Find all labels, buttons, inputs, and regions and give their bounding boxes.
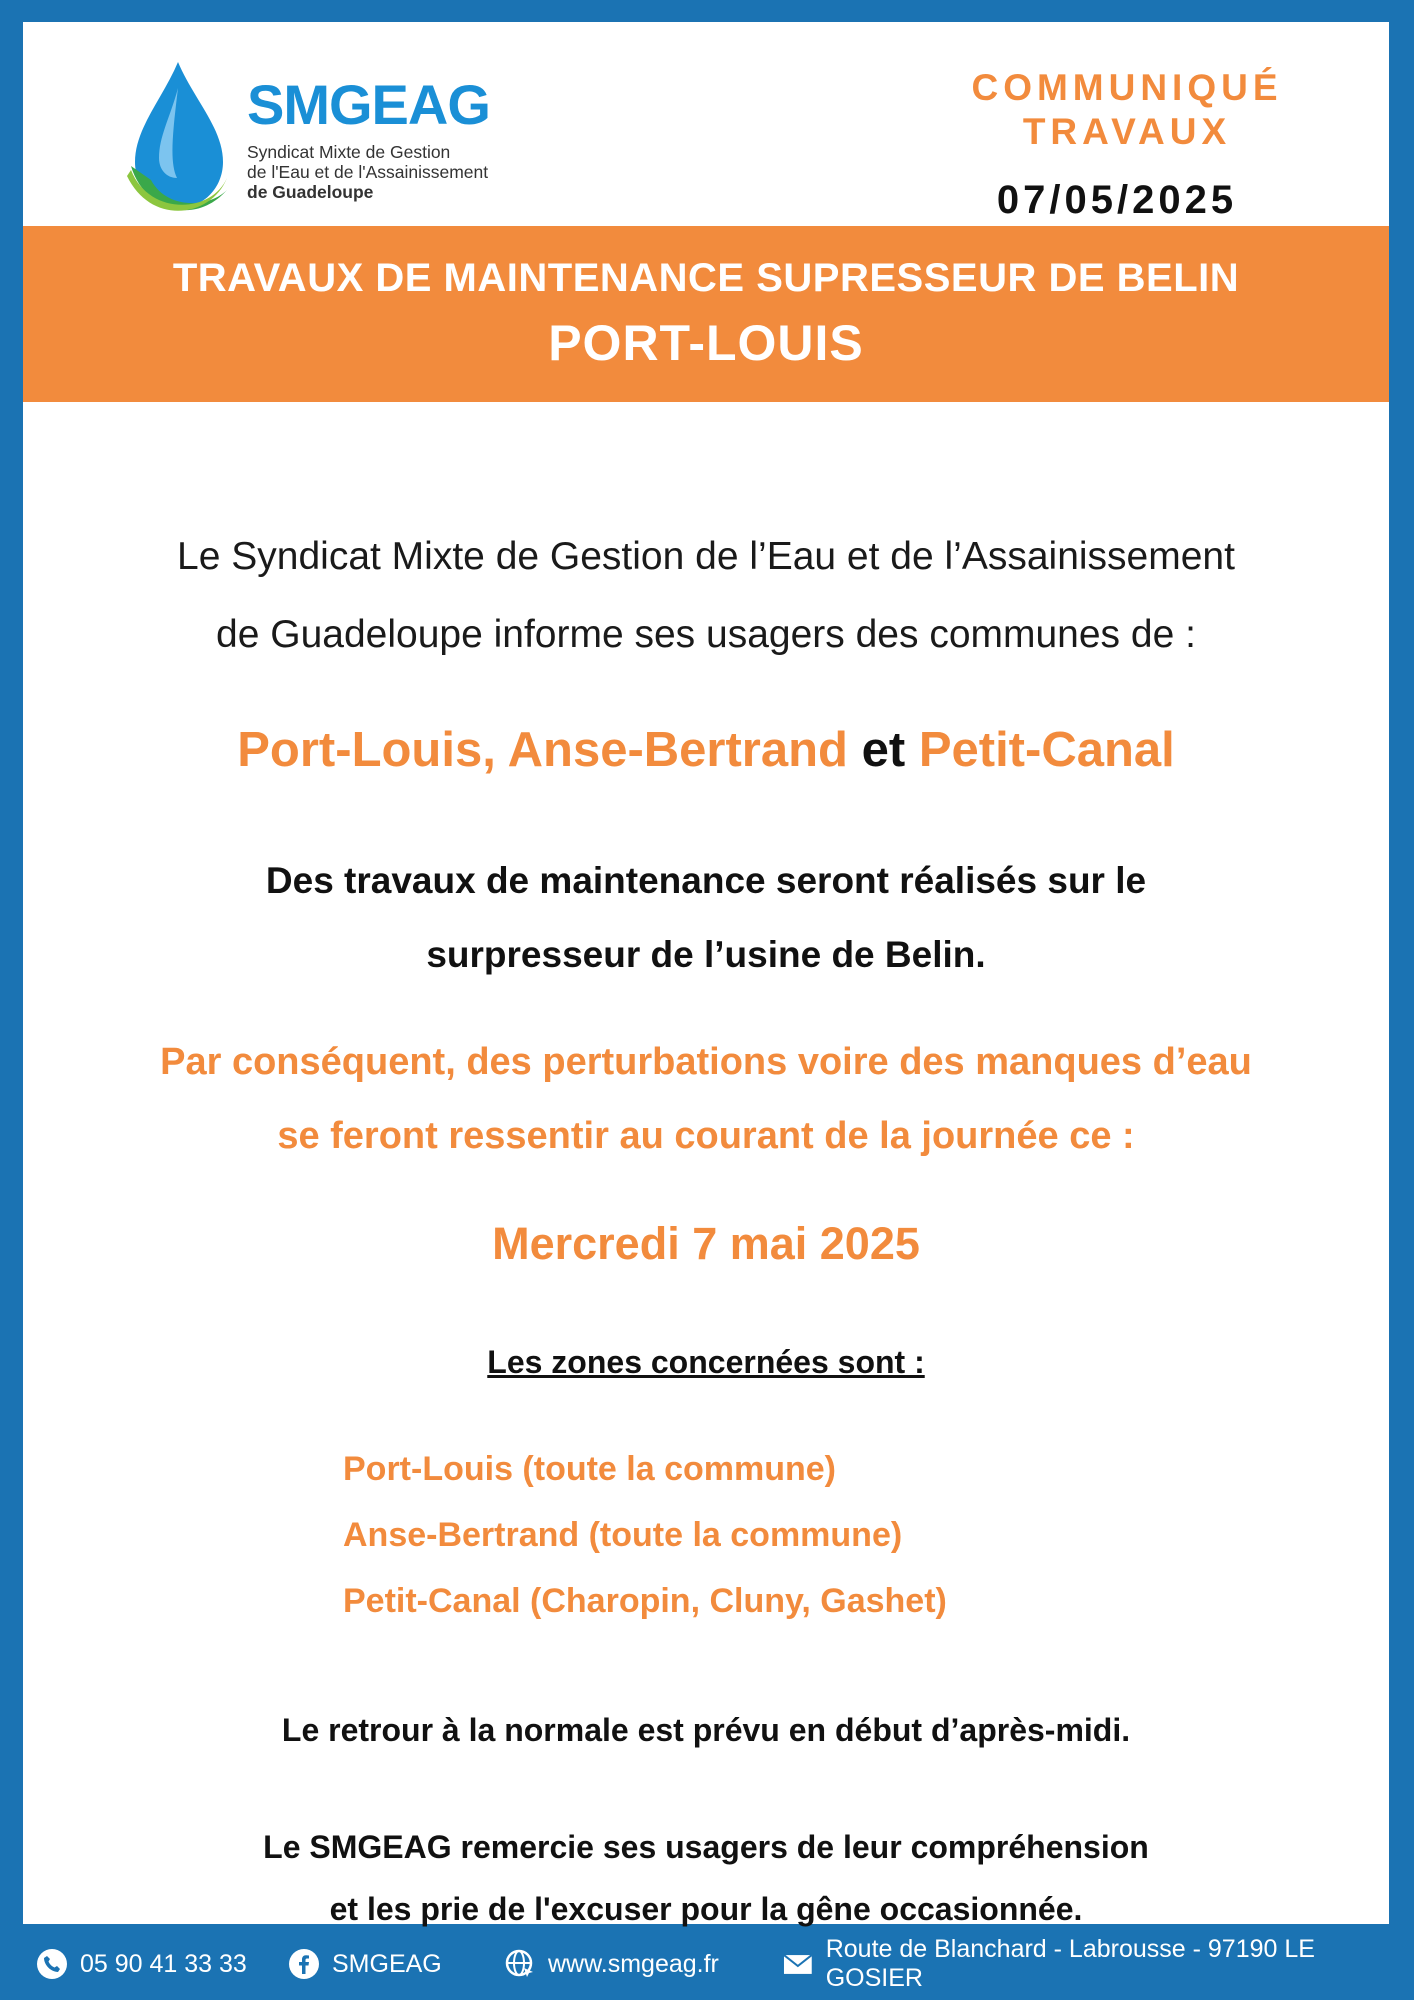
brand-subtitle-line: de Guadeloupe [247, 182, 374, 202]
footer-address [782, 1935, 1414, 1992]
works-line: surpresseur de l’usine de Belin. [426, 934, 986, 975]
notice-type [947, 66, 1307, 154]
zone-item: Port-Louis (toute la commune) [343, 1450, 836, 1488]
brand-subtitle-line: Syndicat Mixte de Gestion [247, 142, 451, 162]
zones-title: Les zones concernées sont : [487, 1344, 925, 1380]
phone-icon [36, 1948, 68, 1980]
phone-number: 05 90 41 33 33 [80, 1949, 247, 1978]
notice-sheet [23, 22, 1389, 1927]
footer-facebook[interactable] [288, 1946, 442, 1982]
thanks-line: et les prie de l'excuser pour la gêne occasionnée. [329, 1891, 1083, 1927]
website-url: www.smgeag.fr [548, 1949, 719, 1978]
zone-item: Anse-Bertrand (toute la commune) [343, 1516, 903, 1554]
intro-line: de Guadeloupe informe ses usagers des communes de : [216, 613, 1196, 656]
smgeag-logo [123, 58, 543, 218]
footer-phone[interactable] [36, 1946, 247, 1982]
footer-contact-bar [0, 1926, 1414, 2000]
communes-last: Petit-Canal [918, 723, 1175, 777]
facebook-handle: SMGEAG [332, 1949, 442, 1978]
consequence-text [23, 1025, 1389, 1173]
return-to-normal: Le retrour à la normale est prévu en début d’après-midi. [281, 1712, 1131, 1748]
notice-type-line: TRAVAUX [1022, 111, 1232, 152]
thanks-text [23, 1816, 1389, 1940]
zone-item: Petit-Canal (Charopin, Cluny, Gashet) [343, 1582, 947, 1620]
zones-list [343, 1436, 1243, 1634]
works-line: Des travaux de maintenance seront réalisés sur le [265, 860, 1147, 901]
works-description [23, 844, 1389, 992]
notice-type-line: COMMUNIQUÉ [971, 67, 1283, 108]
consequence-line: se feront ressentir au courant de la journée ce : [277, 1115, 1135, 1157]
notice-date: 07/05/2025 [996, 178, 1238, 222]
intro-line: Le Syndicat Mixte de Gestion de l’Eau et de l’Assainissement [177, 535, 1235, 578]
globe-icon [504, 1948, 536, 1980]
intro-text [23, 518, 1389, 674]
thanks-line: Le SMGEAG remercie ses usagers de leur compréhension [263, 1829, 1149, 1865]
communes-list [23, 722, 1389, 778]
brand-subtitle-line: de l'Eau et de l'Assainissement [247, 162, 489, 182]
banner-location: PORT-LOUIS [548, 315, 864, 371]
facebook-icon [288, 1948, 320, 1980]
brand-subtitle [247, 142, 547, 202]
communes-first: Port-Louis, Anse-Bertrand [237, 723, 848, 777]
title-banner [23, 226, 1389, 402]
works-day: Mercredi 7 mai 2025 [492, 1218, 920, 1269]
consequence-line: Par conséquent, des perturbations voire des manques d’eau [160, 1041, 1252, 1083]
brand-name: SMGEAG [247, 73, 490, 136]
water-drop-icon [123, 58, 233, 218]
communes-joiner: et [861, 723, 906, 777]
envelope-icon [782, 1948, 814, 1980]
footer-website[interactable] [504, 1946, 719, 1982]
postal-address: Route de Blanchard - Labrousse - 97190 LE GOSIER [825, 1935, 1315, 1992]
banner-title: TRAVAUX DE MAINTENANCE SUPRESSEUR DE BELIN [172, 256, 1240, 300]
